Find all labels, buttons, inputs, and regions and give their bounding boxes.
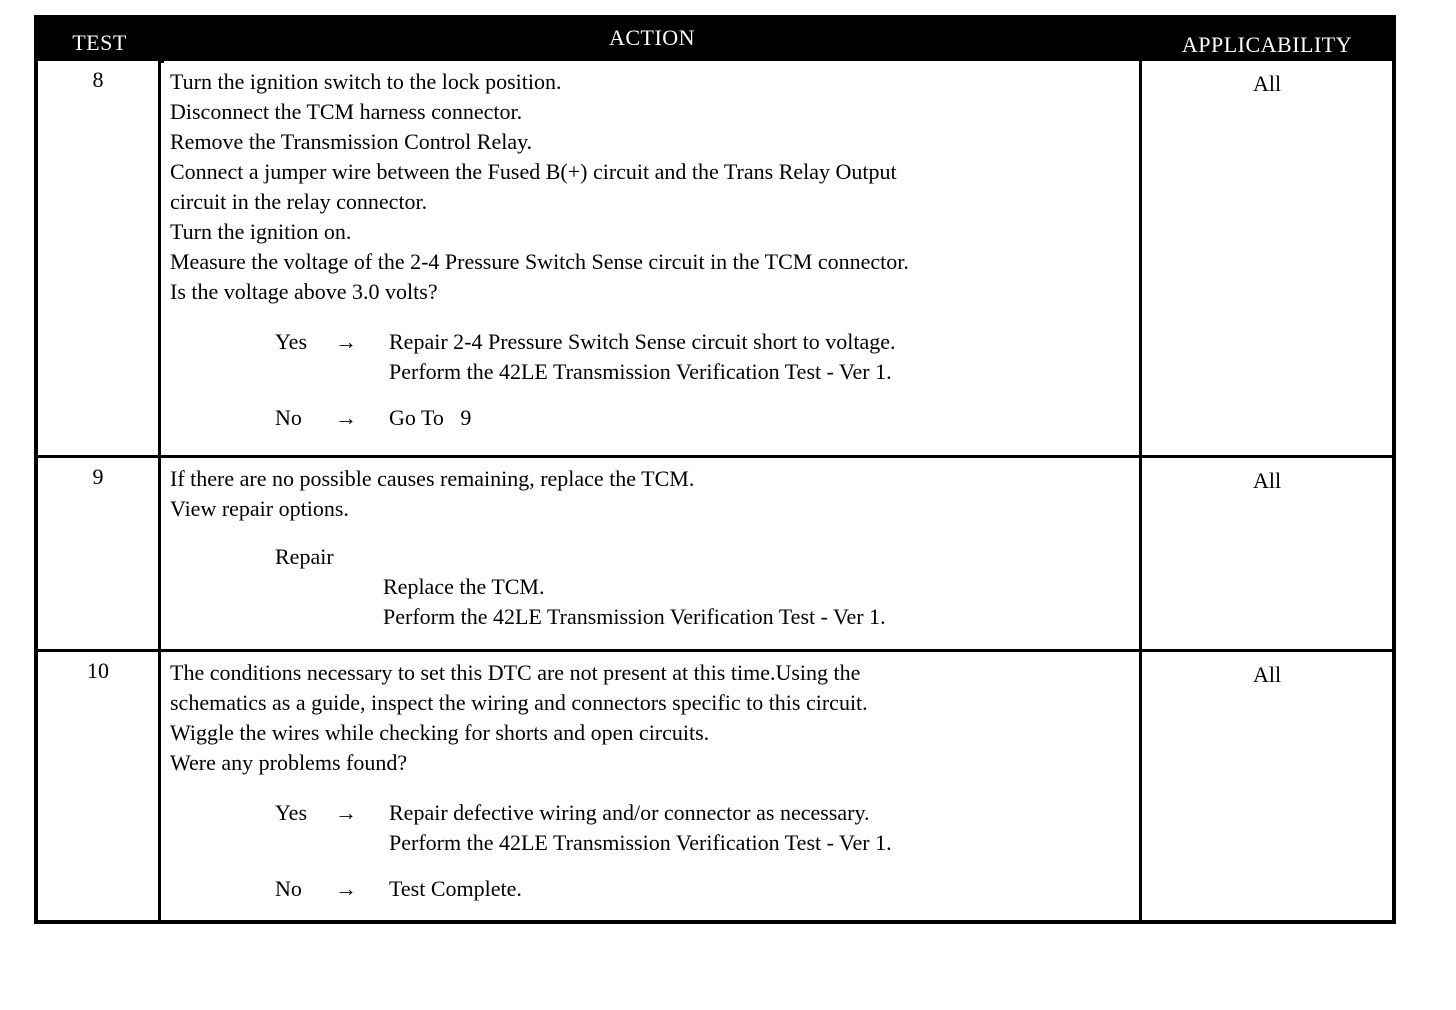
arrow-right-icon: →: [335, 405, 357, 430]
repair-options: [275, 542, 1131, 632]
no-result: Test Complete.: [389, 876, 522, 901]
no-label: No: [275, 876, 302, 901]
action-line: Is the voltage above 3.0 volts?: [170, 279, 438, 304]
test-number: 9: [92, 464, 104, 489]
action-line: Turn the ignition on.: [170, 219, 352, 244]
test-number: 10: [87, 658, 109, 683]
diagnostic-test-table: [34, 15, 1396, 924]
action-line: View repair options.: [170, 496, 349, 521]
yes-result: [389, 327, 1131, 387]
table-row-test-10: [38, 649, 1392, 920]
no-answer: [275, 874, 1131, 904]
action-line: Wiggle the wires while checking for shorts and open circuits.: [170, 720, 710, 745]
action-line: schematics as a guide, inspect the wiring and connectors specific to this circuit.: [170, 690, 868, 715]
no-result: Go To 9: [389, 405, 472, 430]
action-cell: [158, 61, 1142, 455]
arrow-right-icon: →: [335, 329, 357, 354]
header-test: TEST: [72, 30, 127, 55]
action-line: Disconnect the TCM harness connector.: [170, 99, 523, 124]
action-line: Connect a jumper wire between the Fused B(+) circuit and the Trans Relay Output: [170, 159, 897, 184]
test-number: 8: [92, 67, 104, 92]
action-cell: [158, 458, 1142, 649]
action-line: If there are no possible causes remaining, replace the TCM.: [170, 466, 695, 491]
applicability-cell: All: [1252, 468, 1282, 493]
repair-steps: [383, 572, 1131, 632]
applicability-cell: All: [1252, 71, 1282, 96]
action-line: Measure the voltage of the 2-4 Pressure Switch Sense circuit in the TCM connector.: [170, 249, 909, 274]
no-answer: [275, 403, 1131, 433]
result-line: Perform the 42LE Transmission Verification Test - Ver 1.: [389, 830, 892, 855]
table-header: [38, 19, 1392, 61]
action-line: circuit in the relay connector.: [170, 189, 428, 214]
action-line: Were any problems found?: [170, 750, 408, 775]
applicability-cell: All: [1252, 662, 1282, 687]
action-line: Remove the Transmission Control Relay.: [170, 129, 533, 154]
arrow-right-icon: →: [335, 800, 357, 825]
header-action: ACTION: [161, 17, 1142, 63]
header-applicability: APPLICABILITY: [1181, 32, 1353, 57]
repair-step: Replace the TCM.: [383, 574, 545, 599]
arrow-right-icon: →: [335, 876, 357, 901]
yes-result: [389, 798, 1131, 858]
result-line: Perform the 42LE Transmission Verification Test - Ver 1.: [389, 359, 892, 384]
repair-step: Perform the 42LE Transmission Verification Test - Ver 1.: [383, 604, 886, 629]
yes-label: Yes: [275, 800, 308, 825]
result-line: Repair 2-4 Pressure Switch Sense circuit short to voltage.: [389, 329, 896, 354]
table-row-test-8: [38, 61, 1392, 455]
yes-label: Yes: [275, 329, 308, 354]
result-line: Repair defective wiring and/or connector as necessary.: [389, 800, 870, 825]
yes-answer: [275, 798, 1131, 858]
no-label: No: [275, 405, 302, 430]
action-line: Turn the ignition switch to the lock position.: [170, 69, 562, 94]
yes-answer: [275, 327, 1131, 387]
table-row-test-9: [38, 455, 1392, 649]
repair-label: Repair: [275, 544, 334, 569]
action-cell: [158, 652, 1142, 920]
action-line: The conditions necessary to set this DTC are not present at this time.Using the: [170, 660, 861, 685]
